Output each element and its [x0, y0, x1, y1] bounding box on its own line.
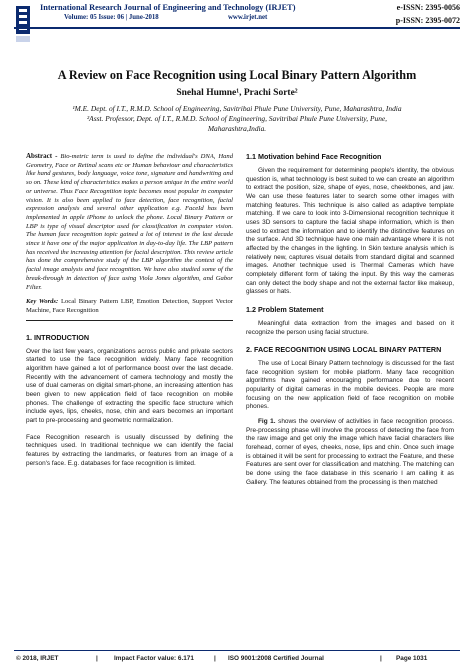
abstract-divider: [26, 320, 233, 321]
section-lbp-heading: 2. FACE RECOGNITION USING LOCAL BINARY PATTERN: [246, 345, 442, 355]
figure-reference[interactable]: Fig 1.: [258, 418, 276, 426]
abstract: [26, 152, 233, 292]
abstract-text: Bio-metric term is used to define the individual's DNA, Hand Geometry, Face or Retinal scans etc or Human behaviour and characteristics like hand gestures, body language, voice tone, signature and handwriting and so on. These kind of characteristics makes a person unique in the entire world or universe. Thus Face Recognition topic becomes most popular in computer vision. It is also been applied to face detection, face recognition, facial expression analysis and several other application e.g. FaceId has been implemented in apple iPhone to unlock the phone. Local Binary Pattern or LBP is type of visual descriptor used for classification in computer vision. The human face recognition topic gained a lot of interest in the last decade since it have one of the major application in day-to-day life. The LBP pattern has received the increasing attention for facial description. This review article has done the comprehensive study of the LBP algorithm the context of the facial image analysis and face recognition. We have also studied some of the break-through in detection of face using Viola Jones algorithm, and Gabor Filter.: [26, 153, 233, 291]
lbp-paragraph-1: The use of Local Binary Pattern technology is discussed for the fast face recognition system for mobile platform. Many face recognition algorithms have gained encouraging performance due to recent popularity of digital cameras in the mobile devices. People are more focusing on the new application field of face recognition on mobile phones.: [246, 360, 454, 411]
affiliation-1: ¹M.E. Dept. of I.T., R.M.D. School of Engineering, Savitribai Phule Pune University, Pune, Maharashtra, India: [72, 104, 402, 113]
irjet-logo-icon: [14, 4, 32, 48]
footer-impact-factor: Impact Factor value: 6.171: [114, 655, 194, 662]
keywords-text: Local Binary Pattern LBP, Emotion Detection, Support Vector Machine, Face Recognition: [26, 298, 233, 314]
page-header: [0, 0, 474, 50]
footer-copyright: © 2018, IRJET: [16, 655, 59, 662]
paper-authors: Snehal Humne¹, Prachi Sorte²: [176, 88, 298, 98]
lbp-paragraph-2: [246, 418, 454, 487]
page-footer: [14, 650, 460, 666]
problem-statement-paragraph: Meaningful data extraction from the images and based on it recognize the person using facial structure.: [246, 319, 454, 336]
keywords-label: Key Words:: [26, 298, 59, 306]
left-column: [26, 152, 233, 468]
section-motivation-heading: 1.1 Motivation behind Face Recognition: [246, 152, 382, 161]
e-issn: e-ISSN: 2395-0056: [396, 3, 460, 12]
motivation-paragraph: Given the requirement for determining people's identity, the obvious question is, what technology is best suited to we can create an algorithm to extract the position, size, shape of eyes, nose, cheekbones, and jaw. We can use these features later to search some other images with matching features. This technique is also called as adaptive template matching. If we care to look into 3-Dimensional recognition technique it uses 3D sensors to capture the facial shape information, which is then used to extract the information and to identify the distinctive features on the surface. And 3D technique have one main advantage where it is not affected by the changes in the lighting. In Skin texture analysis which is relatively new, captures visual details from standard digital and scanned images. Another technique used is Thermal Cameras which have completely different form of taking the input. By this way the cameras can only detect the body shape and not the external factor like makeup, glasses or hats.: [246, 167, 454, 296]
volume-issue: Volume: 05 Issue: 06 | June-2018: [64, 14, 159, 21]
journal-name: International Research Journal of Engineering and Technology (IRJET): [40, 3, 296, 12]
keywords: [26, 298, 233, 315]
footer-iso: ISO 9001:2008 Certified Journal: [228, 655, 324, 662]
lbp-paragraph-2-text: shows the overview of activities in face recognition process. Pre-processing phase will involve the process of detecting the face from the raw image and get only the image which have facial characters like forehead, corner of eyes, cheeks, nose, lips and chin. Once such image is obtained it will be sent for processing to extract the Feature, and these Features are sent over for classification and matching. The matching can be done using the face database in this scenario I am calling it as Gallery. The features obtained from the processing is then matched: [246, 418, 454, 486]
section-problem-statement-heading: 1.2 Problem Statement: [246, 304, 324, 314]
footer-page-number: Page 1031: [396, 655, 428, 662]
journal-website-link[interactable]: www.irjet.net: [228, 14, 268, 21]
right-column: [246, 152, 454, 487]
p-issn: p-ISSN: 2395-0072: [395, 16, 460, 25]
introduction-paragraph-2: Face Recognition research is usually discussed by defining the techniques used. In traditional technique we can identify the facial features by extracting the landmarks, or features from an image of a person's face. E.g. databases for face recognition is limited.: [26, 433, 233, 467]
footer-separator-2: |: [214, 655, 216, 662]
introduction-paragraph-1: Over the last few years, organizations across public and private sectors started to use the face recognition widely. Many face recognition algorithm have gained a lot of performance boost over the last decade. Recently with the advancement of camera technology and mostly the use of dual cameras on digital smart-phone, an increasing attention has been given to new application field of face recognition on mobile phones. The challenge of extracting the specific face structure which include eyes, lips, cheeks, nose, chin and ears becomes an important part to pre-processing and geometric normalization.: [26, 347, 233, 424]
header-rule: [14, 27, 460, 29]
section-introduction-heading: 1. INTRODUCTION: [26, 332, 90, 342]
footer-separator-3: |: [380, 655, 382, 662]
abstract-label: Abstract -: [26, 152, 58, 160]
affiliation-2: ²Asst. Professor, Dept. of I.T., R.M.D. School of Engineering, Savitribai Phule Pune University, Pune,: [86, 114, 388, 123]
footer-separator-1: |: [96, 655, 98, 662]
affiliation-3: Maharashtra,India.: [207, 124, 267, 133]
irjet-logo: [14, 4, 32, 48]
paper-title: A Review on Face Recognition using Local Binary Pattern Algorithm: [57, 68, 417, 82]
